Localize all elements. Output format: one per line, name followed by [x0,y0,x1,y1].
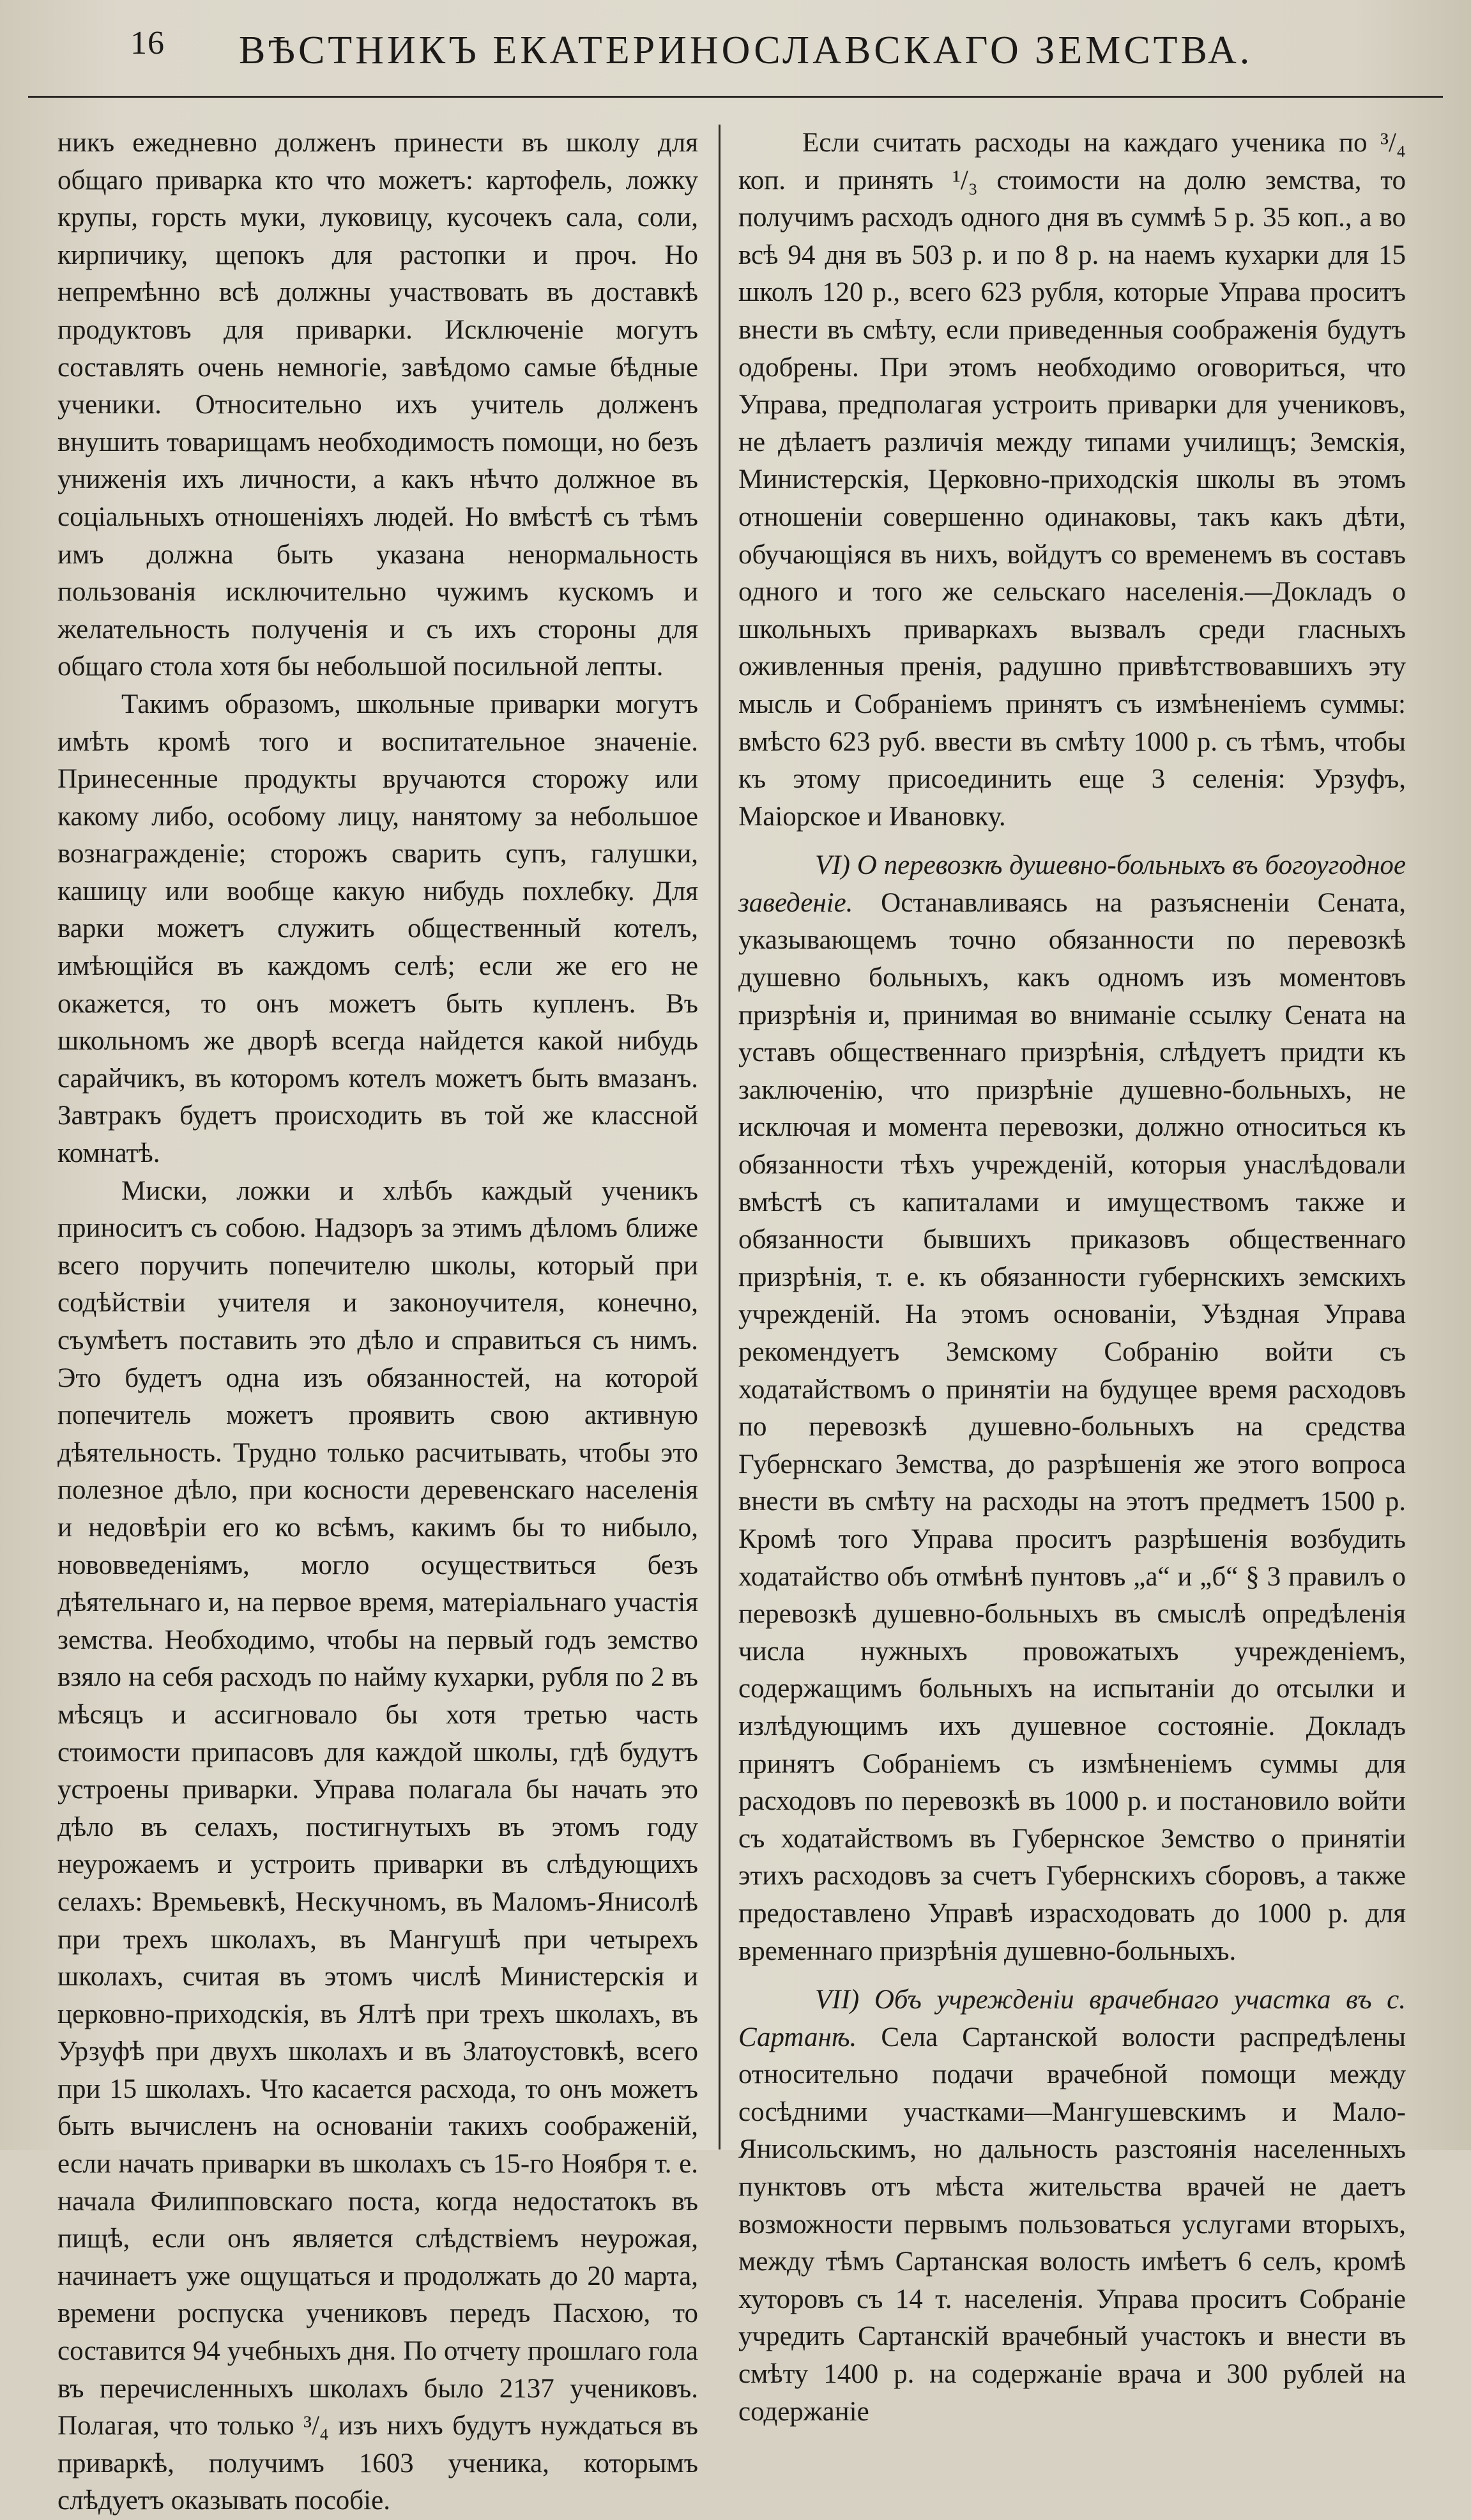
section-vii-title: Объ учрежденіи врачебнаго участка въ с. Сартанѣ. [738,1985,1406,2052]
right-intro-paragraph: Если считать расходы на каждаго ученика по ³/₄ коп. и принять ¹/₃ стоимости на долю земства, то получимъ расходъ одного дня въ суммѣ 5 р. 35 коп., а во всѣ 94 дня въ 503 р. и по 8 р. на наемъ кухарки для 15 школъ 120 р., всего 623 рубля, которые Управа проситъ внести въ смѣту, если приведенныя соображенія будутъ одобрены. При этомъ необходимо оговориться, что Управа, предполагая устроить приварки для учениковъ, не дѣлаетъ различія между типами училищъ; Земскія, Министерскія, Церковно-приходскія школы въ этомъ отношеніи совершенно одинаковы, такъ какъ дѣти, обучающіяся въ нихъ, войдутъ со временемъ въ составъ одного и того же сельскаго населенія.—Докладъ о школьныхъ приваркахъ вызвалъ среди гласныхъ оживленныя пренія, радушно привѣтствовавшихъ эту мысль и Собраніемъ принятъ съ измѣненіемъ суммы: вмѣсто 623 руб. ввести въ смѣту 1000 р. съ тѣмъ, чтобы къ этому присоединить еще 3 селенія: Урзуфъ, Маіорское и Ивановку. [738,128,1406,832]
column-divider [719,125,720,2150]
left-paragraph-1: никъ ежедневно долженъ принести въ школу для общаго приварка кто что можетъ: картофель, ложку крупы, горсть муки, луковицу, кусочекъ сала, соли, кирпичику, щепокъ для растопки и проч. Но непремѣнно всѣ должны участвовать въ доставкѣ продуктовъ для приварки. Исключеніе могутъ составлять очень немногіе, завѣдомо самые бѣдные ученики. Относительно ихъ учитель долженъ внушить товарищамъ необходимость помощи, но безъ униженія ихъ личности, а какъ нѣчто должное въ соціальныхъ отношеніяхъ людей. Но вмѣстѣ съ тѣмъ имъ должна быть указана ненормальность пользованія исключительно чужимъ кускомъ и желательность полученія и съ ихъ стороны для общаго стола хотя бы небольшой посильной лепты. [57,128,698,682]
section-vi-number: VI) [815,850,850,881]
left-column [28,125,715,2516]
journal-title: ВѢСТНИКЪ ЕКАТЕРИНОСЛАВСКАГО ЗЕМСТВА. [239,29,1253,72]
page-number: 16 [130,25,165,61]
section-vii-number: VII) [815,1985,860,2015]
section-vi [738,847,1406,1970]
section-vi-title: О перевозкѣ душевно-больныхъ въ богоугодное заведеніе. [738,850,1406,918]
two-column-body [28,125,1443,2516]
section-vi-body: Останавливаясь на разъясненіи Сената, указывающемъ точно обязанности по перевозкѣ душевно больныхъ, какъ одномъ изъ моментовъ призрѣнія и, принимая во вниманіе ссылку Сената на уставъ общественнаго призрѣнія, слѣдуетъ придти къ заключенію, что призрѣніе душевно-больныхъ, не исключая и момента перевозки, должно относиться къ обязанности тѣхъ учрежденій, которыя унаслѣдовали вмѣстѣ съ капиталами и имуществомъ также и обязанности бывшихъ приказовъ общественнаго призрѣнія, т. е. къ обязанности губернскихъ земскихъ учрежденій. На этомъ основаніи, Уѣздная Управа рекомендуетъ Земскому Собранію войти съ ходатайствомъ о принятіи на будущее время расходовъ по перевозкѣ душевно-больныхъ на средства Губернскаго Земства, до разрѣшенія же этого вопроса внести въ смѣту на расходы на этотъ предметъ 1500 р. Кромѣ того Управа проситъ разрѣшенія возбудить ходатайство объ отмѣнѣ пунтовъ „а“ и „б“ § 3 правилъ о перевозкѣ душевно-больныхъ въ смыслѣ опредѣленія числа нужныхъ провожатыхъ учрежденіемъ, содержащимъ больныхъ на испытаніи до отсылки и излѣдующимъ ихъ душевное состояніе. Докладъ принятъ Собраніемъ съ измѣненіемъ суммы для расходовъ по перевозкѣ въ 1000 р. и постановило войти съ ходатайствомъ въ Губернское Земство о принятіи этихъ расходовъ за счетъ Губернскихъ сборовъ, а также предоставлено Управѣ израсходовать до 1000 р. для временнаго призрѣнія душевно-больныхъ. [738,887,1406,1966]
left-paragraph-3: Миски, ложки и хлѣбъ каждый ученикъ приноситъ съ собою. Надзоръ за этимъ дѣломъ ближе всего поручить попечителю школы, который при содѣйствіи учителя и законоучителя, конечно, съумѣетъ поставить это дѣло и справиться съ нимъ. Это будетъ одна изъ обязанностей, на которой попечитель можетъ проявить свою активную дѣятельность. Трудно только расчитывать, чтобы это полезное дѣло, при косности деревенскаго населенія и недовѣріи его ко всѣмъ, какимъ бы то нибыло, нововведеніямъ, могло осуществиться безъ дѣятельнаго и, на первое время, матеріальнаго участія земства. Необходимо, чтобы на первый годъ земство взяло на себя расходъ по найму кухарки, рубля по 2 въ мѣсяцъ и ассигновало бы хотя третью часть стоимости припасовъ для каждой школы, гдѣ будутъ устроены приварки. Управа полагала бы начать это дѣло въ селахъ, постигнутыхъ въ этомъ году неурожаемъ и устроить приварки въ слѣдующихъ селахъ: Времьевкѣ, Нескучномъ, въ Маломъ-Янисолѣ при трехъ школахъ, въ Мангушѣ при четырехъ школахъ, считая въ этомъ числѣ Министерскія и церковно-приходскія, въ Ялтѣ при трехъ школахъ, въ Урзуфѣ при двухъ школахъ и въ Златоустовкѣ, всего при 15 школахъ. Что касается расхода, то онъ можетъ быть вычисленъ на основаніи такихъ соображеній, если начать приварки въ школахъ съ 15-го Ноября т. е. начала Филипповскаго поста, когда недостатокъ въ пищѣ, если онъ является слѣдствіемъ неурожая, начинаетъ уже ощущаться и продолжать до 20 марта, времени роспуска учениковъ передъ Пасхою, то составится 94 учебныхъ дня. По отчету прошлаго гола въ перечисленныхъ школахъ было 2137 учениковъ. Полагая, что только ³/₄ изъ нихъ будутъ нуждаться въ приваркѣ, получимъ 1603 ученика, которымъ слѣдуетъ оказывать пособіе. [57,1175,698,2516]
section-vii-body: Села Сартанской волости распредѣлены относительно подачи врачебной помощи между сосѣдними участками—Мангушевскимъ и Мало-Янисольскимъ, но дальность разстоянія населенныхъ пунктовъ отъ мѣста жительства врачей не даетъ возможности первымъ пользоваться услугами вторыхъ, между тѣмъ Сартанская волость имѣетъ 6 селъ, кромѣ хуторовъ съ 14 т. населенія. Управа проситъ Собраніе учредить Сартанскій врачебный участокъ и внести въ смѣту 1400 р. на содержаніе врача и 300 рублей на содержаніе [738,2022,1406,2427]
section-vii [738,1982,1406,2431]
right-column [724,125,1411,2427]
left-paragraph-2: Такимъ образомъ, школьные приварки могутъ имѣть кромѣ того и воспитательное значеніе. Принесенные продукты вручаются сторожу или какому либо, особому лицу, нанятому за небольшое вознагражденіе; сторожъ сварить супъ, галушки, кашицу или вообще какую нибудь похлебку. Для варки можетъ служить общественный котелъ, имѣющійся въ каждомъ селѣ; если же его не окажется, то онъ можетъ быть купленъ. Въ школьномъ же дворѣ всегда найдется какой нибудь сарайчикъ, въ которомъ котелъ можетъ быть вмазанъ. Завтракъ будетъ происходить въ той же классной комнатѣ. [57,689,698,1169]
page-header [28,19,1443,98]
